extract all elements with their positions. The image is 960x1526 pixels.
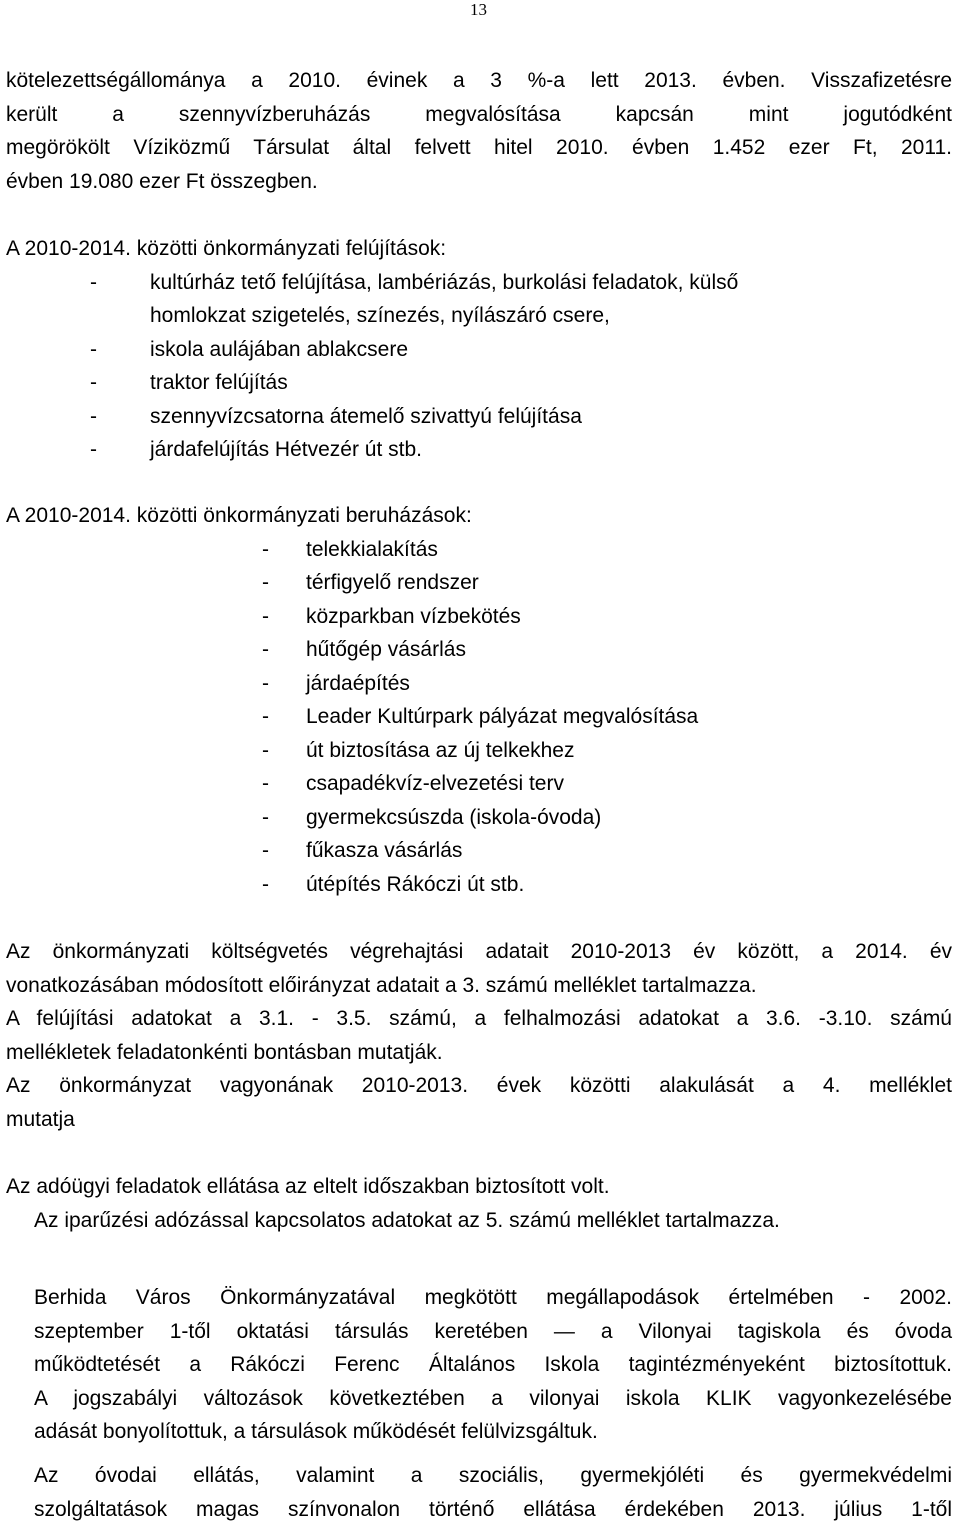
list-item-text: Leader Kultúrpark pályázat megvalósítása (306, 700, 698, 734)
text-line: vonatkozásában módosított előirányzat adatait a 3. számú melléklet tartalmazza. (6, 969, 952, 1003)
renovations-heading: A 2010-2014. közötti önkormányzati felújítások: (6, 232, 952, 266)
list-item-text: hűtőgép vásárlás (306, 633, 466, 667)
list-dash: - (6, 266, 150, 300)
list-dash: - (6, 667, 306, 701)
list-dash: - (6, 600, 306, 634)
list-dash: - (6, 868, 306, 902)
list-item-text: út biztosítása az új telkekhez (306, 734, 574, 768)
list-dash: - (6, 366, 150, 400)
list-item-text: járdafelújítás Hétvezér út stb. (150, 433, 422, 467)
list-item (6, 700, 952, 734)
list-item-text: homlokzat szigetelés, színezés, nyílászáró csere, (150, 299, 610, 333)
text-line: szolgáltatások magas színvonalon történő ellátása érdekében 2013. július 1-től (34, 1493, 952, 1526)
list-item-continuation (6, 299, 952, 333)
text-line: kötelezettségállománya a 2010. évinek a 3 %-a lett 2013. évben. Visszafizetésre (6, 64, 952, 98)
list-dash: - (6, 700, 306, 734)
text-line: évben 19.080 ezer Ft összegben. (6, 165, 952, 199)
text-line: Berhida Város Önkormányzatával megkötött megállapodások értelmében - 2002. (34, 1281, 952, 1315)
list-item-text: járdaépítés (306, 667, 410, 701)
budget-paragraph (6, 935, 952, 1136)
list-dash: - (6, 834, 306, 868)
list-item-text: fűkasza vásárlás (306, 834, 462, 868)
page-number: 13 (470, 0, 487, 20)
text-line: A felújítási adatokat a 3.1. - 3.5. számú, a felhalmozási adatokat a 3.6. -3.10. számú (6, 1002, 952, 1036)
berhida-paragraph (34, 1281, 952, 1449)
text-line: Az óvodai ellátás, valamint a szociális, gyermekjóléti és gyermekvédelmi (34, 1459, 952, 1493)
list-dash: - (6, 433, 150, 467)
list-dash: - (6, 767, 306, 801)
list-item (6, 767, 952, 801)
list-item (6, 801, 952, 835)
list-item (6, 667, 952, 701)
text-line: Az iparűzési adózással kapcsolatos adatokat az 5. számú melléklet tartalmazza. (6, 1204, 952, 1238)
list-item (6, 834, 952, 868)
renovations-list (6, 266, 952, 467)
list-item-text: iskola aulájában ablakcsere (150, 333, 408, 367)
text-line: került a szennyvízberuházás megvalósítása kapcsán mint jogutódként (6, 98, 952, 132)
list-item (6, 566, 952, 600)
list-dash: - (6, 734, 306, 768)
list-item-text: közparkban vízbekötés (306, 600, 521, 634)
debt-paragraph (6, 64, 952, 198)
list-item (6, 433, 952, 467)
list-item-text: csapadékvíz-elvezetési terv (306, 767, 564, 801)
list-item-text: útépítés Rákóczi út stb. (306, 868, 524, 902)
list-item-text: gyermekcsúszda (iskola-óvoda) (306, 801, 601, 835)
list-item (6, 734, 952, 768)
text-line: A jogszabályi változások következtében a vilonyai iskola KLIK vagyonkezelésébe (34, 1382, 952, 1416)
list-item-text: kultúrház tető felújítása, lambériázás, burkolási feladatok, külső (150, 266, 738, 300)
list-item-text: szennyvízcsatorna átemelő szivattyú felújítása (150, 400, 582, 434)
list-item (6, 533, 952, 567)
text-line: Az önkormányzati költségvetés végrehajtási adatait 2010-2013 év között, a 2014. év (6, 935, 952, 969)
list-item (6, 266, 952, 300)
text-line: mellékletek feladatonkénti bontásban mutatják. (6, 1036, 952, 1070)
list-item (6, 366, 952, 400)
investments-list (6, 533, 952, 902)
list-dash: - (6, 333, 150, 367)
list-dash: - (6, 566, 306, 600)
list-dash: - (6, 400, 150, 434)
list-item-text: traktor felújítás (150, 366, 288, 400)
list-dash: - (6, 633, 306, 667)
text-line: megörökölt Víziközmű Társulat által felvett hitel 2010. évben 1.452 ezer Ft, 2011. (6, 131, 952, 165)
list-item-text: térfigyelő rendszer (306, 566, 479, 600)
text-line: mutatja (6, 1103, 952, 1137)
investments-section (6, 499, 952, 901)
list-item (6, 600, 952, 634)
text-line: szeptember 1-től oktatási társulás keretében — a Vilonyai tagiskola és óvoda (34, 1315, 952, 1349)
list-item-text: telekkialakítás (306, 533, 438, 567)
list-item (6, 400, 952, 434)
list-item (6, 633, 952, 667)
renovations-section (6, 232, 952, 467)
list-dash: - (6, 533, 306, 567)
text-line: működtetését a Rákóczi Ferenc Általános Iskola tagintézményeként biztosítottuk. (34, 1348, 952, 1382)
list-item (6, 868, 952, 902)
text-line: Az adóügyi feladatok ellátása az eltelt időszakban biztosított volt. (6, 1170, 952, 1204)
text-line: adását bonyolítottuk, a társulások működését felülvizsgáltuk. (34, 1415, 952, 1449)
tax-paragraph (6, 1170, 952, 1237)
text-line: Az önkormányzat vagyonának 2010-2013. évek közötti alakulását a 4. melléklet (6, 1069, 952, 1103)
list-item (6, 333, 952, 367)
investments-heading: A 2010-2014. közötti önkormányzati beruházások: (6, 499, 952, 533)
ovodai-paragraph (34, 1459, 952, 1526)
list-dash: - (6, 801, 306, 835)
